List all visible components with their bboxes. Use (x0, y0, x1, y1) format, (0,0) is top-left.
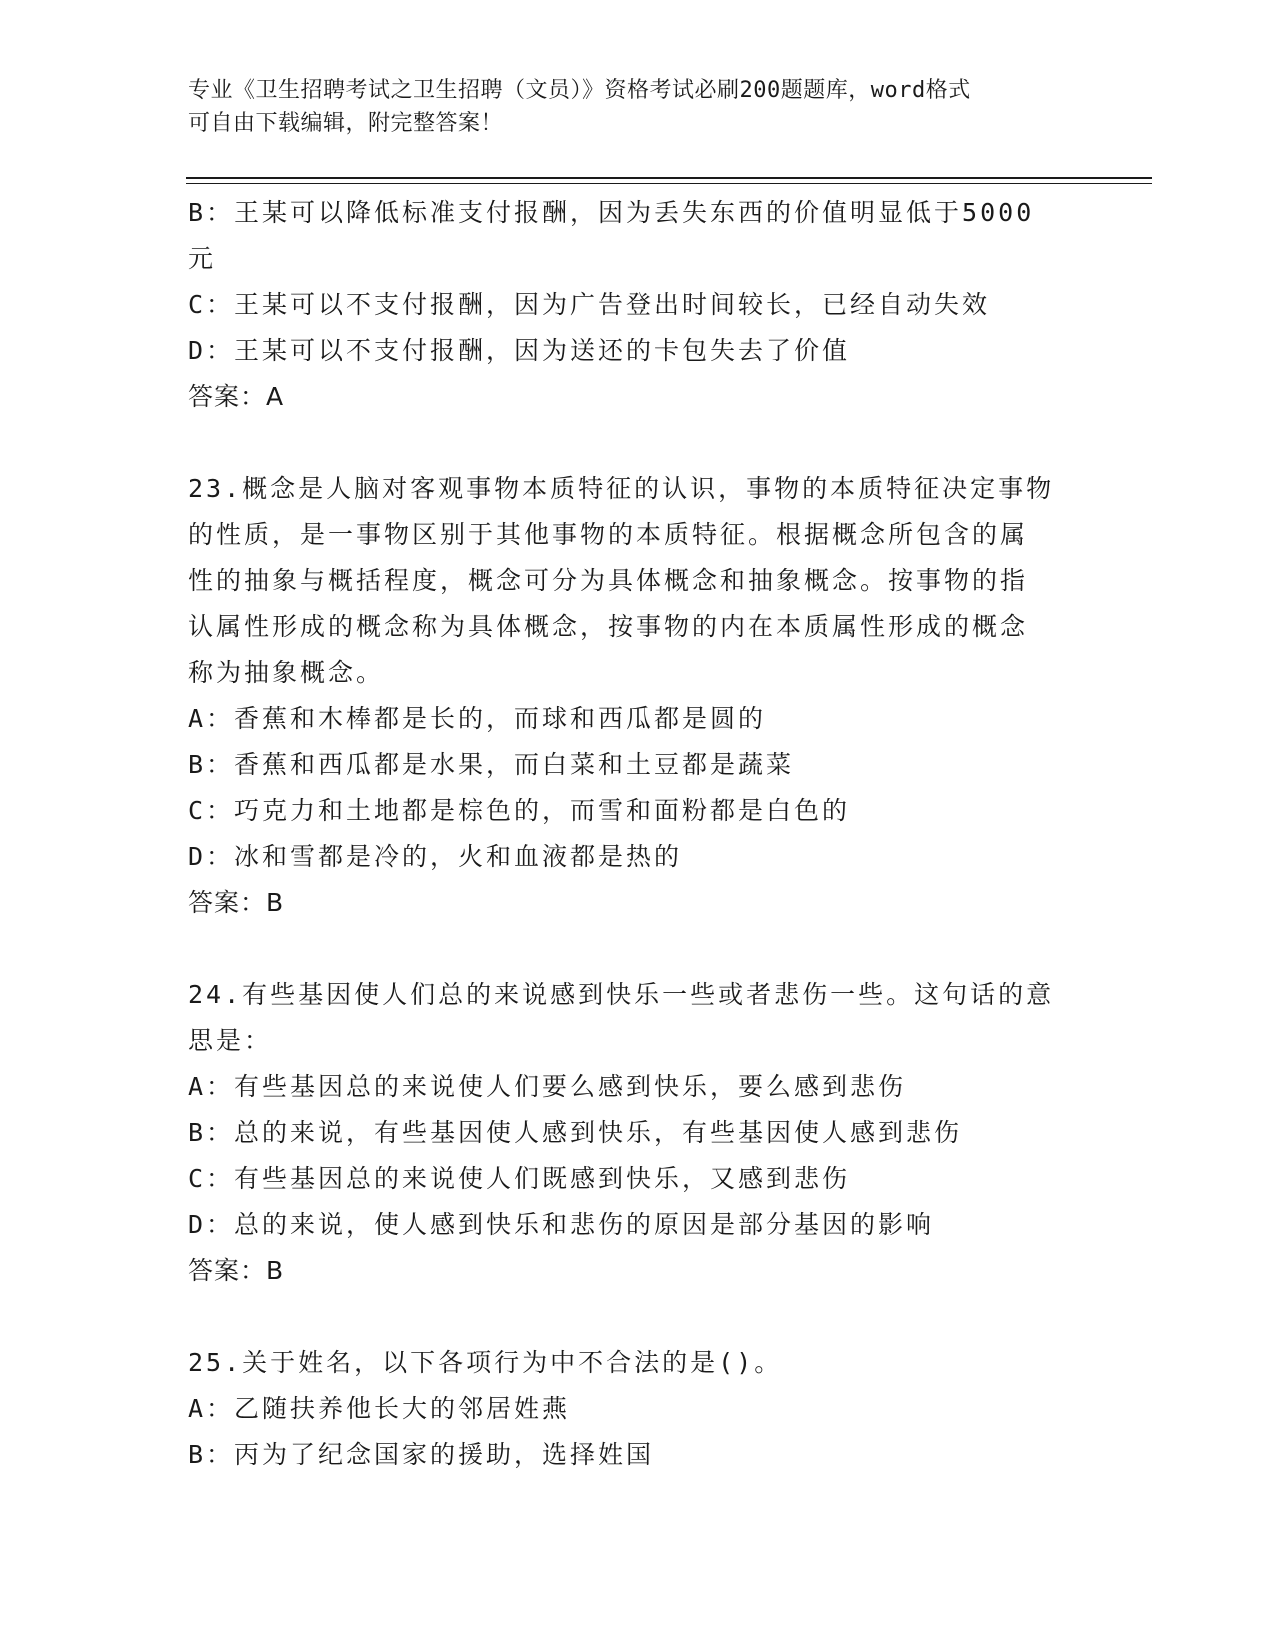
question-24 (188, 972, 1068, 1294)
option-b: B：香蕉和西瓜都是水果，而白菜和土豆都是蔬菜 (188, 750, 795, 779)
option-b: B：总的来说，有些基因使人感到快乐，有些基因使人感到悲伤 (188, 1118, 963, 1147)
document-body (188, 190, 1068, 1478)
question-23 (188, 466, 1068, 926)
header-divider-thin (186, 183, 1152, 184)
option-b-line1: B：王某可以降低标准支付报酬，因为丢失东西的价值明显低于5000 (188, 198, 1035, 227)
question-stem-line: 称为抽象概念。 (188, 658, 385, 687)
header-title-line1: 专业《卫生招聘考试之卫生招聘（文员）》资格考试必刷200题题库，word格式 (188, 78, 971, 103)
option-d: D：总的来说，使人感到快乐和悲伤的原因是部分基因的影响 (188, 1210, 935, 1239)
question-22-continued (188, 190, 1068, 420)
option-d: D：王某可以不支付报酬，因为送还的卡包失去了价值 (188, 336, 851, 365)
option-a: A：有些基因总的来说使人们要么感到快乐，要么感到悲伤 (188, 1072, 907, 1101)
option-b: B：丙为了纪念国家的援助，选择姓国 (188, 1440, 655, 1469)
question-stem-line: 思是： (188, 1026, 273, 1055)
header-title-line2: 可自由下载编辑，附完整答案！ (188, 111, 504, 136)
document-header (188, 74, 1088, 140)
answer: 答案：B (188, 888, 285, 917)
option-a: A：乙随扶养他长大的邻居姓燕 (188, 1394, 571, 1423)
question-stem-line: 25.关于姓名，以下各项行为中不合法的是()。 (188, 1348, 783, 1377)
answer: 答案：A (188, 382, 285, 411)
question-stem-line: 24.有些基因使人们总的来说感到快乐一些或者悲伤一些。这句话的意 (188, 980, 1055, 1009)
option-b-line2: 元 (188, 244, 217, 273)
header-divider-thick (186, 177, 1152, 179)
question-stem-line: 认属性形成的概念称为具体概念，按事物的内在本质属性形成的概念 (188, 612, 1029, 641)
question-stem-line: 的性质，是一事物区别于其他事物的本质特征。根据概念所包含的属 (188, 520, 1029, 549)
question-stem-line: 23.概念是人脑对客观事物本质特征的认识，事物的本质特征决定事物 (188, 474, 1055, 503)
option-c: C：巧克力和土地都是棕色的，而雪和面粉都是白色的 (188, 796, 851, 825)
option-c: C：有些基因总的来说使人们既感到快乐，又感到悲伤 (188, 1164, 851, 1193)
option-a: A：香蕉和木棒都是长的，而球和西瓜都是圆的 (188, 704, 767, 733)
question-25 (188, 1340, 1068, 1478)
option-d: D：冰和雪都是冷的，火和血液都是热的 (188, 842, 683, 871)
question-stem-line: 性的抽象与概括程度，概念可分为具体概念和抽象概念。按事物的指 (188, 566, 1029, 595)
option-c: C：王某可以不支付报酬，因为广告登出时间较长，已经自动失效 (188, 290, 991, 319)
answer: 答案：B (188, 1256, 285, 1285)
